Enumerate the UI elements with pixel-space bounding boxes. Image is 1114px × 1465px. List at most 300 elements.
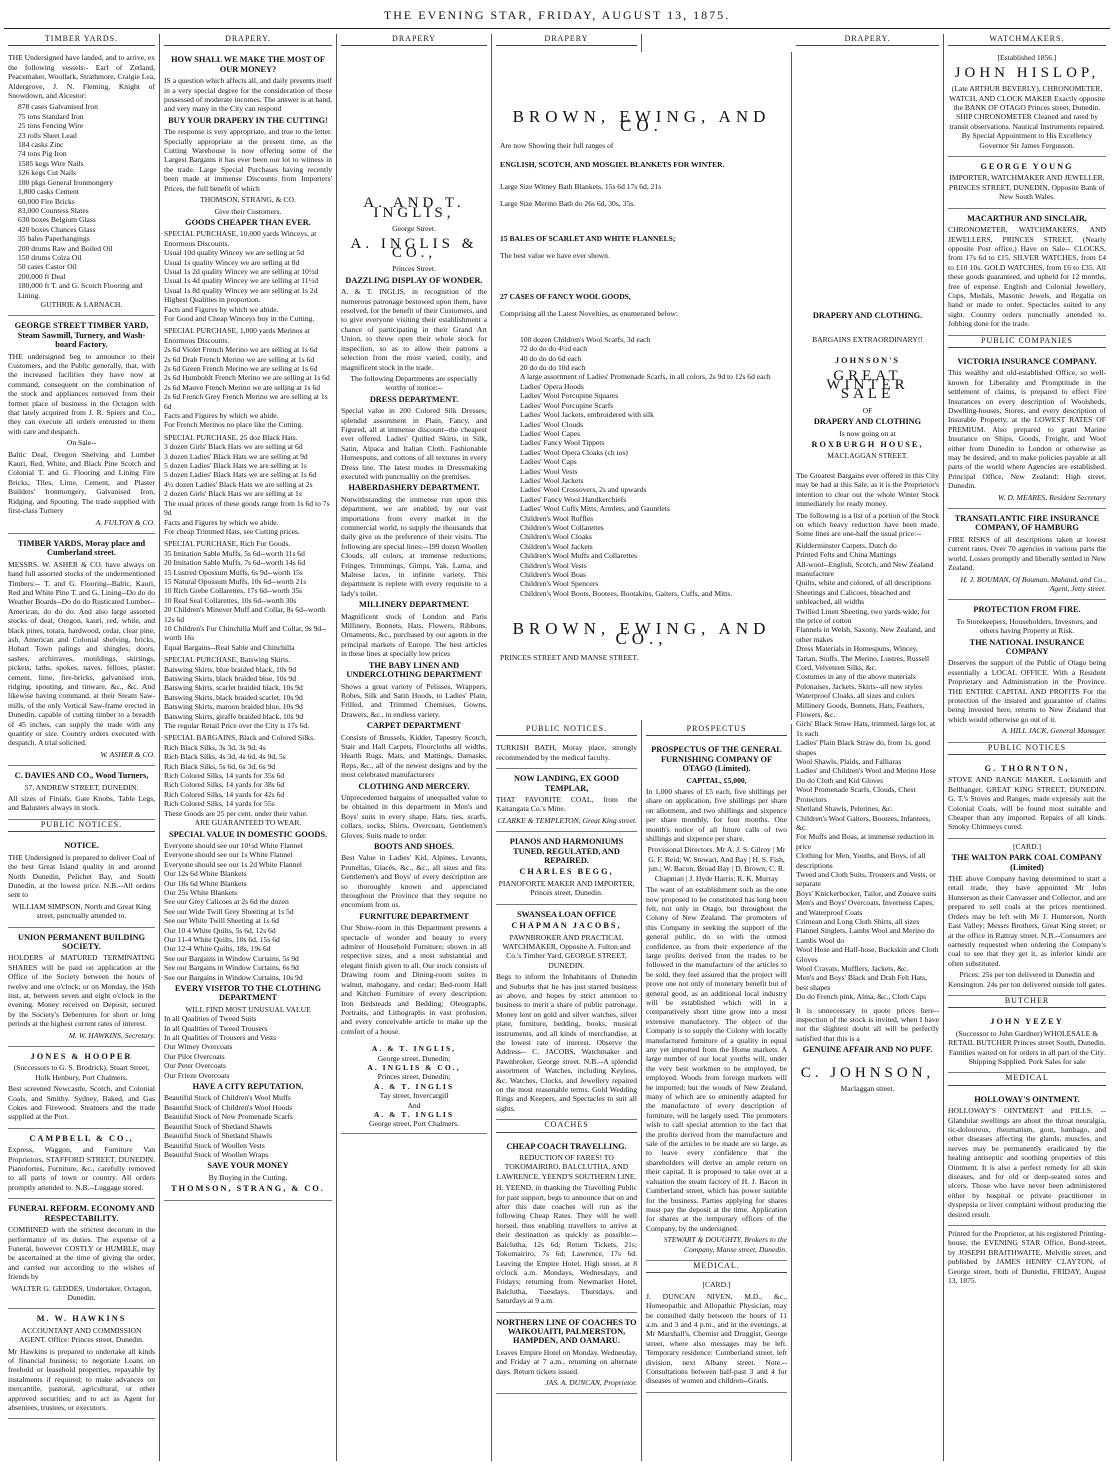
silks-list	[164, 733, 332, 827]
list-item: Children's Wool Boas	[520, 570, 587, 579]
list-item: Tweed and Cloth Suits, Trousers and Vests, or separate	[796, 869, 936, 889]
ad-body: This wealthy and old-established Office, so well-known for Liberality and Promptitude in the settlement of claims, is prepared to effect Fire Insurances on every description of Woolsheds, Dwelling-houses, Stores, and every description of Insurable Property, at the LOWEST RATES OF PREMIUM. Also prepared to grant Marine Insurance on Ships, Goods, Freight, and Wool either from Dunedin to London or otherwise as may be desired, and to make policies payable at all parts of the world where Agencies are established. Principal Office, New Zealand: High street, Dunedin.	[948, 368, 1106, 491]
ad-body: THE above Company having determined to start a retail trade, they have appointed Mr John Hunterson as their Canvasser and Collector, and are prepared to sell coals at the prices mentioned. Orders may be left with Mr J. Hunterson, North East Valley; Messrs Brothers, Great King street; or at the office in Rattray street. N.B.--Consumers are earnestly requested when ordering the Company's coal to see that they get it, as inferior kinds are often substituted.	[948, 874, 1106, 968]
list-item: Flannels in Welsh, Saxony, New Zealand, and other makes	[796, 625, 936, 644]
list-item: Beautiful Stock of Shetland Shawls	[164, 1131, 272, 1141]
list-item: Wool Promenade Scarfs, Clouds, Chest Protectors	[796, 785, 916, 804]
list-item: Children's Wool Collarettes	[520, 522, 604, 532]
list-item: Boys' Knickerbocker, Tailor, and Zouave suits	[796, 888, 937, 898]
column-drapery-inglis	[337, 34, 492, 1461]
list-item: SPECIAL PURCHASE, Batswing Skirts.	[164, 655, 291, 665]
ad-body: Unprecedented bargains of unequalled value to be obtained in this department in Men's and Boys' suits in every shape. Hats, ties, scarfs, collars, socks, Shirts, Overcoats, Gentlemen's Gloves. Suits made to order.	[341, 792, 487, 840]
list-item: Do do Cloth and Kid Gloves	[796, 775, 884, 785]
section-header: PUBLIC NOTICES	[948, 743, 1106, 755]
ad-coal	[496, 769, 637, 832]
list-item: 20 Children's Minever Muff and Collar, 8s 6d--worth 12s 6d	[164, 605, 326, 624]
ad-title: VICTORIA INSURANCE COMPANY.	[957, 356, 1097, 366]
list-item: 60,000 Fire Bricks	[18, 196, 75, 206]
section-header: MEDICAL	[948, 1073, 1106, 1085]
ad-body: THAT FAVORITE COAL, from the Kaitangata Co.'s Mine.	[496, 795, 637, 814]
list-item: Beautiful Stock of Woollen Vests	[164, 1140, 265, 1150]
list-item: Facts and Figures by which we abide.	[164, 411, 279, 421]
ad-prices: Prices: 25s per ton delivered in Dunedin and Kensington. 24s per ton delivered outside toll gates.	[948, 970, 1106, 989]
list-item: Lambs Wool do	[796, 935, 845, 945]
address-line: George street, Port Chalmers.	[369, 1119, 459, 1129]
ad-title: JONES & HOOPER	[30, 1052, 133, 1061]
list-item: Batswing Skirts, scarlet braided black, 10s 9d	[164, 683, 303, 693]
list-item: These Goods are 25 per cent. under their value.	[164, 808, 308, 818]
section-header: COACHES	[496, 1120, 637, 1132]
ad-notice	[8, 836, 155, 927]
ad-body: HOLLOWAY'S OINTMENT and PILLS. -- Glandular swellings are about the throat neuralgia, tic-doloureux, rheumatism, gout, lumbago, and other diseases affecting the glands, muscles, and nerves may be permanently eradicated by the healing antiseptic and soothing properties of this Ointment. It is also a perfect remedy for all skin diseases, and for old or deep-seated sores and ulcers. Those who have never been administered either by hospital or private practitioner in dyspepsia or liver complaint without producing the desired result.	[948, 1106, 1106, 1219]
list-item: For Good and Cheap Winceys buy in the Cutting.	[164, 313, 315, 323]
ad-title: A. INGLIS & CO.,	[350, 235, 478, 262]
ad-title: G. THORNTON,	[984, 764, 1070, 773]
list-item: 1,800 casks Cement	[18, 187, 79, 197]
address-line: A. INGLIS & CO.,	[367, 1062, 461, 1072]
list-item: Our 12-4 White Quilts, 18s, 19s 6d	[164, 944, 271, 954]
list-item: Ladies' Wool Capes	[520, 428, 581, 438]
ad-title: CARPET DEPARTMENT	[366, 721, 462, 731]
list-item: Ladies' Fancy Wool Handkerchiefs	[520, 494, 627, 504]
list-item: 35 bales Paperhangings	[18, 234, 90, 244]
list-item: ARE GUARANTEED TO WEAR.	[194, 818, 302, 828]
section-header: MEDICAL.	[646, 1261, 787, 1273]
column-header: DRAPERY	[341, 34, 487, 46]
ad-title: TRANSATLANTIC FIRE INSURANCE COMPANY, OF HAMBURG	[954, 514, 1100, 533]
ad-subhead: By Buying in the Cutting.	[208, 1172, 288, 1182]
ad-body: Special value in 200 Colored Silk Dresses; splendid assortment in Plain, Fancy, and Figured, all at immense discount--the cheapest ever offered. Ladies' Quilted Skirts, in Silk, Satin, Alpaca and Italian Cloth. Fashionable Homespuns, and cottons of all textures in every Dress line. The latest modes in Dressmaking executed with punctuality on the premises.	[341, 406, 487, 481]
list-item: Beautiful Stock of Children's Wool Hoods	[164, 1102, 293, 1112]
list-item: Highest Qualities in proportion.	[164, 295, 261, 305]
ad-body: The want of an establishment such as the one now proposed to be constituted has long been felt, not only in Otago, but throughout the Colony of New Zealand. The promoters of this Company in seeking the support of the general public, do so with the utmost confidence, as from their experience of the large profits derived from the trades to be followed in the manufacture of the articles to be sold, they feel assured that the project will prove one not only of monetary benefit but of general good, as an additional local industry will be established which will in a comparatively short time grow into a most extensive manufactory. The object of the Company is to supply the Colony with locally manufactured furniture of a quality in equal any yet imported from the Home markets. A large number of our local youths will, under the very best workmen to be employed, be employed. Woods from foreign markets will be imported; but the woods of New Zealand, many of which are so eminently adapted for the manufacture of every description of furniture, will be largely used. The promoters wish to call special attention to the fact that the profits derived from the manufacture and sale of the articles to be made are so large, as to leave every confidence that the shareholders will derive an ample return on their capital. It is proposed to take over at a valuation the steam factory of H. J. Bacon in Cumberland street, which has power suitable for the business. Parties applying for shares must pay the deposit at the time. Application for shares at the temporary offices of the Company, by the undersigned.	[646, 885, 787, 1233]
column-header: TIMBER YARDS.	[8, 34, 155, 46]
list-item: 180 pkgs General Ironmongery	[18, 177, 114, 187]
list-item: Children's Wool Ruffles	[520, 513, 594, 523]
list-item: 200,000 ft Deal	[18, 271, 66, 281]
merinos-list	[164, 326, 332, 429]
ad-signature: THOMSON, STRANG, & CO.	[200, 195, 296, 205]
list-item: Equal Bargains--Real Sable and Chinchilla	[164, 642, 295, 652]
stock-list	[796, 541, 939, 1002]
ad-signature: A. HILL JACK, General Manager.	[1001, 726, 1106, 736]
list-item: Ladies' Fancy Wool Tippets	[520, 438, 605, 448]
ad-subhead: Are now Showing their full ranges of	[500, 140, 614, 150]
ad-address: PRINCES STREET AND MANSE STREET.	[500, 653, 639, 663]
ad-signature: C. JOHNSON,	[800, 1064, 935, 1081]
ad-title: PROTECTION FROM FIRE.	[973, 605, 1081, 615]
list-item: Children's Wool Cloaks	[520, 532, 592, 542]
list-item: Everyone should see our 1s 2d White Flannel	[164, 859, 302, 869]
list-item: 2s 6d Humboldt French Merino we are selling at 1s 6d	[164, 373, 330, 383]
ad-title: JOHN YEZEY	[990, 1017, 1064, 1027]
list-item: Polonaises, Jackets, Skirts--all new styles	[796, 681, 923, 691]
hats-list	[164, 433, 332, 536]
list-item: Children's Wool Vests	[520, 560, 587, 570]
ad-body: Begs to inform the Inhabitants of Dunedin and Suburbs that he has just started business as above, and hopes by strict attention to business to merit a share of public patronage. Money lent on gold and silver watches, silver plate, furniture, bedding, books, musical instruments, and all kinds of merchandise, at the lowest rate of interest. Observe the Address-- C. JACOBS, Watchmaker and Pawnbroker, George street. N.B.--A splendid assortment of Watches, including Keyless, &c. Watches, Clocks, and Jewellery repaired on the most reasonable terms. Gold Wedding Rings and Keepers, and Spectacles to suit all sights.	[496, 972, 637, 1113]
list-item: For French Merinos no place like the Cutting.	[164, 420, 304, 430]
list-item: 5 dozen Ladies' Black Hats we are selling at 1s	[164, 461, 307, 471]
list-item: Wool Cravats, Mufflers, Jackets, &c.	[796, 964, 909, 973]
ad-northern-coaches	[496, 1313, 637, 1395]
list-item: Children's Wool Jackets	[520, 541, 593, 551]
list-item: See our Bargains in Window Curtains, 5s 9d	[164, 953, 299, 963]
ad-title: SPECIAL VALUE IN DOMESTIC GOODS.	[168, 829, 328, 839]
list-item: Ladies' Wool Vests	[520, 466, 578, 476]
ad-johnson	[796, 50, 939, 1099]
list-item: 74 tons Pig Iron	[18, 149, 67, 159]
list-item: SPECIAL PURCHASE, 1,000 yards Merinos at Enormous Discounts.	[164, 326, 310, 345]
ad-card-label: [CARD.]	[702, 1280, 731, 1290]
ad-directors: Provisional Directors. Mr A. J. S. Gilroy | Mr G. F. Reid; W. Stewart, And Bay | H. S. Fish, jun.; W. Bacon, Broad Bay | D. Brown; C. R. Chapman | J. Hyde Harris; R. K. Murray	[647, 845, 786, 883]
ad-title: NOTICE.	[64, 841, 99, 851]
list-item: WILL FIND MOST UNUSUAL VALUE	[185, 1004, 311, 1014]
ad-signature: JAS. A. DUNCAN, Proprietor.	[545, 1377, 637, 1387]
list-item: Costumes in any of the above materials	[796, 672, 916, 682]
ad-body: FIRE RISKS of all descriptions taken at lowest current rates. Over 70 agencies in various parts the world. Losses promptly and liberally settled in New Zealand.	[948, 534, 1106, 573]
ad-body: Large Size Witney Bath Blankets, 15s 6d 17s 6d, 21s	[500, 181, 662, 191]
ad-body: The Greatest Bargains ever offered in this City may be had at this Sale, as it is the Proprietor's intention to clear out the whole Winter Stock immediately for ready money.	[796, 470, 939, 509]
ad-signature: THOMSON, STRANG, & CO.	[171, 1184, 325, 1194]
list-item: Batswing Skirts, black braided blue, 10s 9d	[164, 674, 297, 683]
rep-list	[164, 1093, 332, 1159]
list-item: Ladies' Wool Porcupine Scarfs	[520, 400, 614, 410]
public-notices-panel	[492, 724, 642, 1461]
ad-signature: CLARKE & TEMPLETON, Great King street.	[497, 815, 637, 825]
ad-yezey	[948, 1012, 1106, 1073]
ad-title: SAVE YOUR MONEY	[207, 1161, 289, 1171]
ad-signature: WILLIAM SIMPSON, North and Great King street, punctually attended to.	[12, 901, 151, 921]
ad-body: Deserves the support of the Public of Otago being essentially a LOCAL OFFICE. With a Resident Proprietary and Administration in the Province. THE ENTIRE CAPITAL AND PROFITS For the protection of the insured and guarantee of claims being invested here, returns to New Zealand that which would otherwise go out of it.	[948, 658, 1106, 724]
ad-title: NOW LANDING, EX GOOD TEMPLAR,	[514, 774, 619, 793]
list-item: 10 Real Seal Collarettes, 10s 6d--worth 30s	[164, 595, 297, 605]
list-item: In all Qualities of Tweed Suits	[164, 1014, 257, 1024]
list-item: See our Wide Twill Grey Sheeting at 1s 5d	[164, 906, 294, 916]
list-item: Ladies' Opera Hoods	[520, 381, 584, 391]
list-item: 126 kegs Cut Nails	[18, 168, 77, 178]
list-item: In all Qualities of Tweed Trousers	[164, 1023, 268, 1033]
ad-coach	[496, 1137, 637, 1313]
ad-body: THE Undersigned have landed, and to arrive, ex the following vessels:- Earl of Zetland, Peacemaker, Woollark, Strathmore, Craigie Lea, Aldergrove, J. N. Fleming, Knight of Snowdown, and Alcestor:	[8, 53, 155, 101]
list-item: Usual 10d quality Wincey we are selling at 5d	[164, 248, 305, 258]
ad-title: JOHNSON'S	[834, 356, 901, 366]
list-item: Usual 1s 8d quality Wincey we are selling at 1s 2d	[164, 285, 318, 295]
ad-title: DRAPERY AND CLOTHING.	[812, 311, 923, 321]
ad-title: FUNERAL REFORM. ECONOMY AND RESPECTABILITY.	[8, 1204, 155, 1223]
list-item: Our Pilot Overcoats	[164, 1051, 225, 1061]
list-item: Sheetings and Calicoes, bleached and unbleached, all widths	[796, 587, 911, 607]
list-item: Everyone should see our 10½d White Flannel	[164, 840, 303, 850]
ad-subhead: OF	[862, 405, 873, 415]
list-item: Quilts, white and colored, of all descriptions	[796, 578, 931, 588]
list-item: 20 Imitation Sable Muffs, 7s 6d--worth 14s 6d	[164, 558, 306, 568]
list-item: Our 18s 6d White Blankets	[164, 878, 247, 888]
ad-subhead: (Successors to G. S. Brodrick), Stuart Street, Holk Henbury, Port Chalmers.	[13, 1063, 150, 1082]
list-item: 2s 6d Mauve French Merino we are selling at 1s 6d	[164, 382, 321, 392]
ad-title: UNION PERMANENT BUILDING SOCIETY.	[17, 932, 146, 951]
ad-body: It is unnecessary to quote prices here--inspection of the stock is invited, when I have not the slightest doubt all will be perfectly satisfied that this is a	[796, 1005, 939, 1043]
column-header: DRAPERY.	[796, 34, 939, 46]
ad-walton-park	[948, 839, 1106, 996]
ad-body: COMBINED with the strictest decorum in the performance of its duties. The expense of a Funeral, however COSTLY or HUMBLE, may be ascertained at the time of giving the order, and carried out according to the wishes of friends by	[8, 1225, 155, 1282]
ad-title: HABERDASHERY DEPARTMENT.	[348, 483, 480, 493]
ad-subhead: PAWNBROKER AND PRACTICAL WATCHMAKER, Opposite A. Fulton and Co.'s Timber Yard, GEORGE STREET, DUNEDIN.	[502, 932, 631, 970]
list-item: For Muffs and Boas, at immense reduction in price	[796, 832, 934, 851]
list-item: See our White Twill Sheeting at 1s 6d	[164, 916, 279, 926]
ad-title: GOODS CHEAPER THAN EVER.	[185, 217, 311, 227]
list-item: Ladies' Wool Porcupine Squares	[520, 391, 619, 401]
list-item: 184 casks Zinc	[18, 140, 64, 150]
ad-subhead: Is now going on at	[839, 428, 896, 438]
ad-hislop	[948, 50, 1106, 157]
spacer	[796, 53, 939, 309]
ad-body: All sizes of Finials, Gate Knobs, Table Legs, and Balusters always in stock.	[8, 794, 155, 813]
address-line: A. & T. INGLIS,	[371, 1044, 457, 1054]
ad-title: BOOTS AND SHOES.	[374, 842, 454, 851]
ad-title: FURNITURE DEPARTMENT	[359, 911, 469, 921]
scarf-list	[500, 335, 783, 598]
list-item: Rich Black Silks, 3s 3d, 3s 9d, 4s	[164, 742, 266, 752]
list-item: SPECIAL PURCHASE, 25 doz Black Hats.	[164, 432, 298, 442]
ad-title: JOHN HISLOP,	[954, 64, 1100, 81]
ad-address: Maclaggan street.	[840, 1084, 895, 1094]
ad-item-list	[8, 102, 155, 300]
address-line: A. & T. INGLIS	[373, 1081, 455, 1091]
ad-holloway	[948, 1090, 1106, 1226]
list-item: 50 cases Castor Oil	[18, 262, 77, 272]
ad-body: Mr Hawkins is prepared to undertake all kinds of financial business; to negotiate Loans on freehold or leasehold properties, repayable by instalments if required; to make advances on mercantile, pastoral, agricultural, or other approved securities; and to act as Agent for absentees, trustees, or executors.	[8, 1346, 155, 1412]
list-item: 20 do do do 10d each	[520, 363, 586, 373]
ad-young	[948, 157, 1106, 209]
column-watchmakers	[944, 34, 1110, 1461]
ad-title: HOW SHALL WE MAKE THE MOST OF OUR MONEY?	[171, 55, 325, 74]
list-item: 100 dozen Children's Wool Scarfs, 3d each	[520, 334, 651, 344]
list-item: Flannel Singlets, Lambs Wool and Merino do	[796, 926, 935, 936]
list-item: Dress Materials in Homespuns, Wincey, Tartan, Stuffs. The Merino, Lustres, Russell Cord, Velveteen Silks, &c.	[796, 644, 930, 672]
ad-body: The response is very appropriate, and true to the letter. Specially appropriate at the present time, as the Cutting Warehouse is now offering some of the Largest Bargains it has ever been our lot to witness in the trade. Large Special Purchases having recently been made at immense Discounts from Importers' Prices, the full benefit of which	[164, 127, 332, 193]
ad-pianos	[496, 832, 637, 904]
ad-body: CHRONOMETER, WATCHMAKERS, AND JEWELLERS, PRINCES STREET, (Nearly opposite Post office,) Have on Sale-- CLOCKS, from 17s 6d to £15. SILVER WATCHES, from £4 to £10 10s. GOLD WATCHES, from £6 to £35. All these goods guaranteed, and upheld for 12 months, free of expense. English and Colonial Jewellery, Cups, Medals, Masonic Jewels, and Regalia on hand or made to order. Spectacles suited to any sight. Country orders punctually attended to. Jobbing done for the trade.	[948, 225, 1106, 329]
ad-prospectus	[646, 740, 787, 1261]
list-item: Ladies' Wool Jackets	[520, 475, 584, 485]
ad-body: Consists of Brussels, Kidder, Tapestry Scotch, Stair and Hall Carpets, Floorcloths all widths, Hearth Rugs, Mats, and Mattings, Damasks, Reps, &c., all of the newest designs and by the most celebrated manufacturers	[341, 732, 487, 780]
ad-subhead: On Sale--	[66, 438, 97, 448]
ad-title: THE BABY LINEN AND UNDERCLOTHING DEPARTMENT	[346, 660, 482, 680]
ad-signature: GUTHRIE & LARNACH.	[40, 299, 123, 309]
visitor-list	[164, 1005, 332, 1080]
ad-title: HAVE A CITY REPUTATION.	[192, 1082, 304, 1092]
list-item: 5 dozen Ladies' Black Hats we are selling at 1s 6d	[164, 470, 317, 480]
list-item: Ladies' Wool Opera Cloaks (ch ios)	[520, 447, 628, 457]
list-item: Wool Hose and Half-hose, Buckskin and Cloth Gloves	[796, 945, 939, 964]
ad-body: Our Show-room in this Department presents a spectacle of wonder and beauty to every admirer of Household Furniture; shown in all respective sizes, and a most substantial and elegant finish given to all. Our stock consists of Drawing room and Dining-room suites in walnut, mahogany, and cedar; Bed-room Hall and Kitchen Furniture of every description; Iron Bedsteads and Bedding; Oleographs, Portraits, and Lithographs in vast profusion, and every conceivable article to make up the comfort of a house.	[341, 923, 487, 1036]
list-item: 83,000 Countess Slates	[18, 205, 89, 215]
list-item: 2s 6d Green French Merino we are selling at 1s 6d	[164, 364, 318, 373]
list-item: Ladies' Wool Jackets, embroidered with silk	[520, 410, 654, 420]
list-item: Men's and Boys' Black and Drab Felt Hats, best shapes	[796, 973, 927, 992]
list-item: 10 Rich Grebe Collarettes, 17s 6d--worth 35s	[164, 586, 303, 596]
ad-body: Best Value in Ladies' Kid, Alpines, Levants, Prunellas, Glacés, &c., &c., all sizes and fits. Gentlemen's and Boys' of every description are so thoroughly known and appreciated throughout the Province that they require no encomium from us.	[341, 853, 487, 910]
ad-body: Shows a great variety of Pelisses, Wrappers, Robes, Silk and Satin Hoods, to Ladies' Plain, Frilled, and Trimmed Chemises, Gowns, Drawers, &c., in endless variety.	[341, 681, 487, 719]
ad-body: A. & T. INGLIS, in recognition of the numerous patronage bestowed upon them, have resolved, for the benefit of their Customers, and to give everyone visiting their establishment a chance of participating in their Grand Art Union, to throw open their whole stock for inspection, so as to allow their patrons a selection from the most varied, costly, and magnificent stock in the trade.	[341, 287, 487, 372]
ad-body: Magnificent stock of London and Paris Millinery, Bonnets, Hats, Flowers, Ribbons, Ornaments, &c., purchased by our agents in the principal markets of Europe. The best articles in these lines at specially low prices	[341, 611, 487, 659]
ad-title: PROSPECTUS OF THE GENERAL FURNISHING COMPANY OF OTAGO (Limited).	[651, 745, 782, 774]
winceys-list	[164, 229, 332, 323]
list-item: Usual 1s 4d quality Wincey we are selling at 11½d	[164, 276, 319, 286]
list-item: Our 25s White Blankets	[164, 887, 238, 897]
ad-subhead: Comprising all the Latest Novelties, as enumerated below:	[500, 309, 678, 319]
ad-subhead: Princes Street.	[392, 264, 436, 274]
list-item: A large assortment of Ladies' Promenade Scarfs, in all colors, 2s 9d to 12s 6d each	[520, 372, 771, 382]
ad-title: ROXBURGH HOUSE,	[811, 440, 924, 450]
ad-title: HOLLOWAY'S OINTMENT.	[974, 1094, 1080, 1104]
list-item: Everyone should see our 1s White Flannel	[164, 850, 293, 860]
list-item: Our Witney Overcoats	[164, 1042, 233, 1052]
list-item: Men's and Boys' Overcoats, Inverness Capes, and Waterproof Coats	[796, 898, 934, 917]
list-item: Rich Colored Silks, 14 yards for 55s	[164, 799, 275, 809]
flannel-list	[164, 841, 332, 982]
list-item: Batswing Skirts, giraffe braided black, 10s 9d	[164, 711, 304, 721]
ad-title: GEORGE STREET TIMBER YARD, Steam Sawmill, Turnery, and Wash-board Factory.	[14, 321, 149, 350]
ad-body: Best screened Newcastle, Scotch, and Colonial Coals, and Smithy. Sydney, Baked, and Gas Cokes and Firewood. Steamers and the trade supplied at the Port.	[8, 1084, 155, 1122]
list-item: Our Frieze Overcoats	[164, 1070, 230, 1080]
imprint-text: Printed for the Proprietor, at his registered Printing-house, the EVENING STAR Office, Bond-street, by JOSEPH BRAITHWAITE, Melville street, and published by JAMES HENRY CLAYTON, of George street, both of Dunedin, FRIDAY, August 13, 1875.	[948, 1229, 1106, 1286]
ad-signature: M. W. HAWKINS, Secretary.	[68, 1030, 155, 1040]
masthead: THE EVENING STAR, FRIDAY, AUGUST 13, 1875.	[4, 4, 1110, 29]
ad-guthrie-larnach	[8, 50, 155, 316]
list-item: Beautiful Stock of Woollen Wraps	[164, 1149, 269, 1159]
ad-title: EVERY VISITOR TO THE CLOTHING DEPARTMENT	[174, 984, 322, 1003]
ad-title: PIANOS AND HARMONIUMS TUNED, REGULATED, AND REPAIRED.	[509, 837, 624, 866]
list-item: Our 12s 6d White Blankets	[164, 869, 247, 879]
list-item: SPECIAL PURCHASE, Rich Fur Goods.	[164, 539, 291, 549]
column-drapery-thomson	[160, 34, 337, 1461]
section-header: PUBLIC NOTICES.	[8, 820, 155, 832]
ad-title: GREAT WINTER SALE	[826, 367, 909, 403]
ad-body: THE Undersigned is prepared to deliver Coal of the best Great Island quality in and around North Dunedin, Pelichet Bay, and South Dunedin, at the lowest price. N.B.--All orders sent to	[8, 852, 155, 900]
list-item: Ladies' Wool Cuffs Mitts, Armlets, and Gauntlets	[520, 504, 670, 514]
section-header: PUBLIC COMPANIES	[948, 336, 1106, 348]
column-header: WATCHMAKERS.	[948, 34, 1106, 46]
ad-title: DRAPERY AND CLOTHING	[813, 417, 922, 427]
list-item: 23 rolls Sheet Lead	[18, 130, 77, 140]
ad-body: In 1,000 shares of £5 each, five shillings per share on application, five shillings per share on allotment, and two shillings and sixpence per share monthly, for four months. One month's notice of all future calls of two shillings and sixpence per share.	[646, 787, 787, 844]
list-item: SPECIAL PURCHASE, 10,000 yards Winceys, at Enormous Discounts.	[164, 229, 317, 248]
ad-subhead: BARGAINS EXTRAORDINARY!!	[812, 334, 923, 344]
ad-subhead: MACLAGGAN STREET.	[827, 451, 908, 461]
ad-body: J. DUNCAN NIVEN, M.D., &c., Homeopathic and Allopathic Physician, may be consulted daily between the hours of 11 a.m. and 3 and 4 p.m., and in the evenings, at Mr Marshall's, Chemist and Druggist, George street, where also messages may be left. Temporary residence: Cumberland street, left division, next Albany street. Note.--Consultations between half-past 3 and 4 for diseases of women and children--Gratis.	[646, 1291, 787, 1386]
ad-title: CAMPBELL & CO.,	[29, 1133, 134, 1143]
ad-address: 57, ANDREW STREET, DUNEDIN.	[24, 782, 139, 792]
ad-signature: W. ASHER & CO.	[100, 749, 155, 759]
address-line: Tay street, Invercargill	[379, 1091, 449, 1101]
list-item: Beautiful Stock of Children's Wool Muffs	[164, 1093, 291, 1103]
ad-thornton	[948, 759, 1106, 839]
list-item: Wool Shawls, Plaids, and Falliaras	[796, 757, 902, 767]
list-item: In all Qualities of Trousers and Vests	[164, 1033, 277, 1043]
list-item: Waterproof Cloaks, all sizes and colors	[796, 691, 915, 701]
list-item: Rich Colored Silks, 14 yards for 35s 6d	[164, 771, 285, 781]
list-item: Twilled Linen Sheeting, two yards wide, for the price of cotton	[796, 606, 931, 625]
ad-george-street-timber	[8, 316, 155, 534]
list-item: Facts and Figures by which we abide.	[164, 517, 279, 527]
list-item: Rich Black Silks, 5s 6d, 6s 3d, 6s 9d	[164, 761, 276, 771]
ad-title: BROWN, EWING, AND CO.	[512, 107, 771, 136]
list-item: 10 Children's Fur Chinchilla Muff and Collar, 9s 9d--worth 16s	[164, 623, 327, 643]
list-item: Usual 1s quality Wincey we are selling at 8d	[164, 257, 300, 267]
list-item: 3 dozen Ladies' Black Hats we are selling at 9d	[164, 451, 308, 461]
ad-title: DRESS DEPARTMENT.	[369, 394, 459, 404]
ad-subhead: REDUCTION OF FARES! TO TOKOMAIRIRO, BALCLUTHA, AND LAWRENCE, YEEND'S SOUTHERN LINE.	[496, 1153, 637, 1181]
ad-subhead: CAPITAL, £5,000,	[686, 775, 747, 785]
list-item: 2s 6d Drab French Merino we are selling at 1s 6d	[164, 354, 315, 364]
list-item: 35 Imitation Sable Muffs, 5s 6d--worth 11s 6d	[164, 548, 305, 558]
list-item: Batswing Skirts, maroon braided blue, 10s 9d	[164, 702, 303, 712]
ad-signature-note: Give their Customers.	[214, 206, 282, 216]
list-item: See our Grey Calicoes at 2s 6d the dozen	[164, 897, 289, 907]
list-item: Children's Wool Boots, Bootees, Bootakins, Gaiters, Cuffs, and Mitts.	[520, 588, 733, 598]
list-item: The regular Retail Price over the City is 17s 6d.	[164, 721, 310, 731]
section-header: PUBLIC NOTICES.	[496, 724, 637, 736]
ad-jones-hooper	[8, 1047, 155, 1129]
ad-transatlantic	[948, 509, 1106, 600]
list-item: Beautiful Stock of New Promenade Scarfs	[164, 1112, 293, 1122]
ad-title: MACARTHUR AND SINCLAIR,	[967, 213, 1087, 223]
list-item: Beautiful Stock of Shetland Shawls	[164, 1121, 272, 1131]
list-item: 3 dozen Girls' Black Hats we are selling at 6d	[164, 442, 303, 452]
ad-title: CHAPMAN JACOBS,	[511, 921, 622, 931]
ad-subhead: ACCOUNTANT AND COMMISSION AGENT. Office: Princes street, Dunedin.	[19, 1325, 144, 1345]
list-item: Facts and Figures by which we abide.	[164, 304, 279, 314]
ad-title: MILLINERY DEPARTMENT.	[359, 600, 469, 610]
address-line: And	[407, 1100, 421, 1110]
ad-signature: BROWN, EWING, AND CO.,	[512, 619, 771, 648]
ad-subhead: [Established 1856.]	[997, 53, 1057, 63]
ad-campbell	[8, 1129, 155, 1199]
list-item: 180,000 ft T. and G. Scotch Flooring and Lining.	[18, 281, 143, 300]
address-line: A. & T. INGLIS	[373, 1109, 455, 1119]
list-item: 15 Lustred Opossum Muffs, 6s 9d--worth 15s	[164, 567, 303, 577]
brown-ewing-panel	[492, 52, 792, 720]
list-item: Ladies' Wool Crossovers, 2s and upwards	[520, 485, 647, 495]
list-item: For cheap Trimmed Hats, see Cutting prices.	[164, 526, 300, 536]
ad-body: (Successor to John Gardner) WHOLESALE & RETAIL BUTCHER Princes street South, Dunedin. Families waited on for orders in all part of the City. Shipping Supplied. Pork Sales for sale	[948, 1028, 1106, 1066]
list-item: Millinery Goods, Bonnets, Hats, Feathers, Flowers, &c.	[796, 700, 925, 720]
list-item: Printed Felts and China Mattings	[796, 550, 897, 560]
ad-hawkins	[8, 1309, 155, 1419]
list-item: See our Bargains in Window Curtains, 10s 9d	[164, 972, 303, 982]
list-item: 72 do do do 4½d each	[520, 344, 588, 354]
list-item: Crimean and Long Cloth Shirts, all sizes	[796, 916, 920, 926]
list-item: 1585 kegs Wire Nails	[18, 158, 84, 168]
ad-turkish-bath	[496, 740, 637, 769]
list-item: 2s 6d French Grey French Merino we are selling at 1s 6d	[164, 392, 328, 411]
list-item: 40 do do do 6d each	[520, 353, 582, 363]
ad-macarthur	[948, 209, 1106, 336]
ad-davies	[8, 766, 155, 820]
ad-signature: STEWART & DOUGHTY, Brokers to the Company, Manse street, Dunedin.	[663, 1235, 787, 1254]
ad-body: STOVE AND RANGE MAKER, Locksmith and Bellhanger, GREAT KING STREET, DUNEDIN. G. T.'s Stoves and Ranges, made expressly suit the Colonial Coals, will be found most suitable and Cheaper than any imported. Repairs of all kinds. Smoky Chimneys cured.	[948, 775, 1106, 832]
ad-title: CHARLES BEGG,	[519, 867, 614, 877]
list-item: 2 dozen Girls' Black Hats we are selling at 1s	[164, 489, 302, 499]
ad-title: 15 BALES OF SCARLET AND WHITE FLANNELS;	[500, 234, 676, 244]
column-header: DRAPERY.	[164, 34, 332, 46]
list-item: Ladies' and Children's Wool and Merino Hose	[796, 766, 936, 776]
list-item: Ladies' Plain Black Straw do, from 1s, good shapes	[796, 738, 931, 757]
list-item: Children's Wool Muffs and Collarettes	[520, 551, 637, 561]
ad-union-building	[8, 928, 155, 1047]
list-item: See our Bargains in Window Curtains, 6s 9d	[164, 963, 299, 973]
